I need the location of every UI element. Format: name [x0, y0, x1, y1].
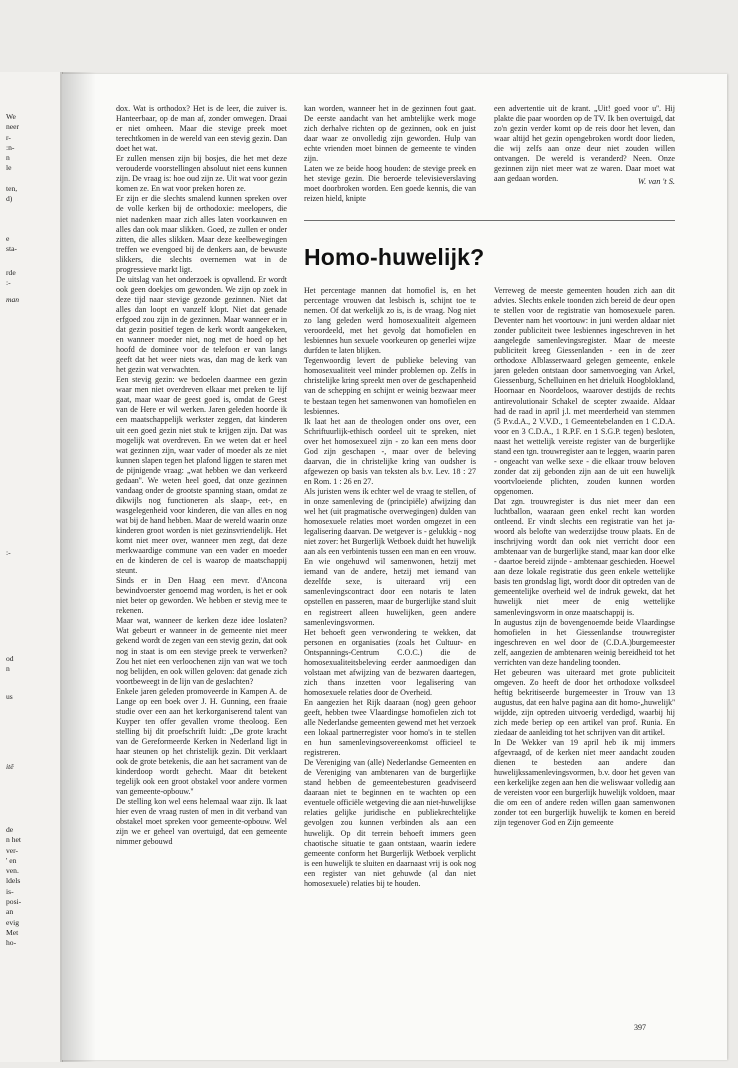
top-article-column-1 — [116, 104, 287, 1022]
paragraph: Er zullen mensen zijn bij bosjes, die het met deze verouderde voorstellingen absoluut niet eens kunnen zijn. De vraag is: hoe oud zijn ze. Uit wat voor gezin komen ze. En wat voor preken horen ze. — [116, 154, 287, 194]
facing-page-fragment: man — [6, 295, 20, 304]
paragraph: Het behoeft geen verwondering te wekken, dat personen en organisaties (zoals het Cultuur- en Ontspannings-Centrum C.O.C.) die de homosexualiteitsbeleving eerder aanmoedigen dan volstaan met afwijzing van de bezwaren daartegen, zich thans inzetten voor legalisering van homosexuele relaties door de Overheid. — [304, 627, 476, 697]
facing-page-edge — [0, 72, 63, 1062]
facing-page-fragment: od n — [6, 654, 14, 674]
facing-page-fragment: :- — [6, 548, 11, 557]
paragraph: dox. Wat is orthodox? Het is de leer, die zuiver is. Hanteerbaar, op de man af, zonder omwegen. Draai er niet omheen. Maar die stevige preek moet terechtkomen in de wereld van een stevig gezin. Dan doet het wat. — [116, 104, 287, 154]
paragraph: In De Wekker van 19 april heb ik mij immers afgevraagd, of de kerken niet meer aandacht zouden dienen te besteden aan andere dan huwelijkssamenlevingsvormen, b.v. door het geven van een kerkelijke zegen aan hen die weliswaar volledig aan de vereisten voor een burgerlijk huwelijk voldoen, maar die om een of andere reden willen gaan samenwonen zonder tot een burgerlijk huwelijk te komen en bereid zijn tegenover God en Zijn gemeente — [494, 738, 675, 828]
paragraph: Ik laat het aan de theologen onder ons over, een Schriftuurlijk-ethisch oordeel uit te spreken, niet over het homosexueel zijn - zo kan een mens door God zijn geschapen -, maar over de beleving daarvan, die in christelijke kring van oudsher is afgewezen op basis van teksten als b.v. Lev. 18 : 27 en Rom. 1 : 26 en 27. — [304, 416, 476, 486]
article-headline: Homo-huwelijk? — [304, 244, 485, 270]
paragraph: Enkele jaren geleden promoveerde in Kampen A. de Lange op een boek over J. H. Gunning, een fraaie studie over een aan het kerkorganiserend talent van Kuyper ten offer gevallen vrome theoloog. Een stelling bij dit proefschrift luidt: „De grote kracht van de Gereformeerde Kerken in Nederland ligt in haar steunen op het christelijk gezin. Dit verklaart ook de grote betekenis, die aan het sacrament van de kinderdoop wordt gehecht. Maar dit betekent tegelijk ook een groot obstakel voor andere vormen van gemeente-opbouw.'' — [116, 686, 287, 797]
binding-shadow — [60, 72, 96, 1062]
facing-page-fragment: rde :- — [6, 268, 16, 288]
top-article-column-2 — [304, 104, 476, 260]
facing-page-fragment: We neer r- :n- n le — [6, 112, 20, 173]
paragraph: In augustus zijn de bovengenoemde beide Vlaardingse homofielen in het Giessenlandse trouwregister ingeschreven en wel door de (C.D.A.)burgemeester zelf, aangezien de ambtenaren weinig bereidheid tot het verrichten van deze handeling toonden. — [494, 617, 675, 667]
section-divider — [304, 220, 675, 221]
paragraph: een advertentie uit de krant. „Uit! goed voor u''. Hij plakte die paar woorden op de TV. Ik ben overtuigd, dat zo'n gezin verder komt op de reis door het leven, dan waar altijd het gezin opengebroken wordt door lieden, die wij zelfs aan onze deur niet zouden willen ontvangen. De wereld is veranderd? Neen. Onze gezinnen zijn niet meer wat ze waren. Daar moet wat aan gedaan worden. — [494, 104, 675, 184]
paragraph: De stelling kon wel eens helemaal waar zijn. Ik laat hier even de vraag rusten of men in dit verband van obstakel moet spreken voor gemeente-opbouw. Wel zijn we er geheel van overtuigd, dat een gemeente nimmer gebouwd — [116, 797, 287, 847]
author-signature: W. van 't S. — [637, 177, 675, 186]
main-article-column-2 — [494, 286, 675, 1026]
paragraph: Dat zgn. trouwregister is dus niet meer dan een luchtballon, waaraan geen enkel recht kan worden ontleend. Er vindt slechts een registratie van het ja-woord als belofte van wederzijdse trouw plaats. En de inschrijving wordt dan ook niet verricht door een ambtenaar van de burgerlijke stand, maar kan door elke - daartoe bereid zijnde - ambtenaar geschieden. Hoewel aan deze lokale registratie dus geen enkele wettelijke basis ten grondslag ligt, wordt door dit optreden van de gemeentelijke overheid wel de indruk gewekt, dat het huwelijk niet meer de enig wettelijke samenlevingsvorm in onze maatschappij is. — [494, 496, 675, 617]
paragraph: Een stevig gezin: we bedoelen daarmee een gezin waar men niet overdreven elkaar met preken te lijf gaat, maar waar de geest goed is, omdat de Geest van de Here er wil werken. Jaren geleden hoorde ik een maatschappelijk werkster zeggen, dat kinderen uit een goed gezin niet stuk te krijgen zijn. Dat was mogelijk wat overdreven. En we weten dat er heel wat gezinnen zijn, waar vader of moeder als ze niet kunnen slapen tegen het plafond liggen te staren met de pijnigende vraag: „wat hebben we dan verkeerd gedaan''. We weten heel goed, dat onze gezinnen vandaag onder de grootste spanning staan, omdat ze dikwijls nog functioneren als slaap-, eet-, en wasgelegenheid voor kinderen, die van alles en nog wat bij de hand hebben. Maar de wereld waarin onze kinderen groot worden is niet gezinsvriendelijk. Het komt niet meer over, wanneer men zegt, dat deze merkwaardige commune van een vader en moeder en de kinderen de cel is waarop de maatschappij steunt. — [116, 375, 287, 576]
paragraph: kan worden, wanneer het in de gezinnen fout gaat. De eerste aandacht van het ambtelijke werk moge zich derhalve richten op de gezinnen, ook en juist daar waar ze onvolledig zijn geworden. Hulp van echte vrienden moet binnen de gemeente te vinden zijn. — [304, 104, 476, 164]
paragraph: Sinds er in Den Haag een mevr. d'Ancona bewindvoerster genoemd mag worden, is het er ook niet beter op geworden. We hebben er stevig mee te rekenen. — [116, 576, 287, 616]
page-number: 397 — [634, 1023, 646, 1032]
paragraph: En aangezien het Rijk daaraan (nog) geen gehoor geeft, hebben twee Vlaardingse homofielen zich tot alle Nederlandse gemeenten gewend met het verzoek een lokaal partnerregister voor homo's in te stellen en hun samenlevingsovereenkomst officieel te registreren. — [304, 697, 476, 758]
paragraph: Verreweg de meeste gemeenten houden zich aan dit advies. Slechts enkele toonden zich bereid de deur open te stellen voor de registratie van homosexuele paren. Deventer nam het voortouw: in juni werden aldaar niet zonder publiciteit twee lesbiennes ingeschreven in het aangelegde samenlevingsregister. Maar de meeste publiciteit kreeg Giessenlanden - een in de zeer orthodoxe Alblasserwaard gelegen gemeente, enkele jaren geleden ontstaan door samenvoeging van Arkel, Giessenburg, Schelluinen en het drieluik Hoogblokland, Hoornaar en Noordeloos, waarover destijds de rechts antirevolutionair Schakel de scepter zwaaide. Aldaar had de raad in april j.l. met meerderheid van stemmen (5 P.v.d.A., 2 V.V.D., 1 Gemeentebelanden en 1 C.D.A. voor en 3 C.D.A., 1 R.P.F. en 1 S.G.P. tegen) besloten, naast het wettelijk vereiste register van de burgerlijke stand een tgn. trouwregister aan te leggen, waarin paren - ongeacht van welke sexe - die elkaar trouw beloven zonder dat zij gebonden zijn aan de uit een huwelijk voortvloeiende plichten, zouden kunnen worden opgenomen. — [494, 286, 675, 496]
paragraph: Laten we ze beide hoog houden: de stevige preek en het stevige gezin. Die beroerde televisieverslaving moet doorbroken worden. Een goede kennis, die van reizen hield, knipte — [304, 164, 476, 204]
paragraph: De Vereniging van (alle) Nederlandse Gemeenten en de Vereniging van ambtenaren van de burgerlijke stand hebben de gemeentebesturen geadviseerd daaraan niet te beginnen en te wachten op een eventuele officiële wetgeving die aan niet-huwelijkse relaties gelijke juridische en publiekrechtelijke gevolgen zou kunnen verbinden als aan een huwelijk. Op dit terrein behoeft immers geen chaotische situatie te gaan ontstaan, waarin iedere gemeente conform het Burgerlijk Wetboek verplicht is een huwelijk te sluiten en daarnaast vrij is ook nog een register van niet gehuwde (al dan niet homosexuele) relaties bij te houden. — [304, 758, 476, 888]
paragraph: Het percentage mannen dat homofiel is, en het percentage vrouwen dat lesbisch is, schijnt toe te nemen. Of dat werkelijk zo is, is de vraag. Nog niet zo lang geleden werd homosexualiteit algemeen veroordeeld, met het gevolg dat homofielen en lesbiennes hun sexuele voorkeuren op generlei wijze durfden te laten blijken. — [304, 286, 476, 356]
main-article-column-1 — [304, 286, 476, 1026]
paragraph: Er zijn er die slechts smalend kunnen spreken over de volle kerken bij de orthodoxie: meelopers, die niet nadenken maar zich alles laten voorkauwen en alles dan ook maar slikken. Goed, ze zullen er onder zitten, die alles slikken. Maar deze keelbewegingen treffen we evengoed bij de denkers aan, de bewuste slikkers, die slechts overnemen wat in de progressieve markt ligt. — [116, 194, 287, 274]
paragraph: Tegenwoordig levert de publieke beleving van homosexualiteit veel minder problemen op. Zelfs in christelijke kring spreekt men over de geschapenheid van de schepping en schijnt er weinig bezwaar meer te bestaan tegen het samenwonen van homofielen en lesbiennes. — [304, 356, 476, 416]
paragraph: Het gebeuren was uiteraard met grote publiciteit omgeven. Zo heeft de door het orthodoxe volksdeel heftig bekritiseerde burgemeester in Trouw van 13 augustus, dat een halve pagina aan dit homo-„huwelijk'' wijdde, zijn optreden uitvoerig verdedigd, waarbij hij zich mede beriep op een artikel van prof. Runia. En ziedaar de aanleiding tot het schrijven van dit artikel. — [494, 667, 675, 738]
magazine-page — [62, 74, 727, 1060]
facing-page-fragment: e sta- — [6, 234, 17, 254]
facing-page-fragment: us — [6, 692, 13, 701]
facing-page-fragment: itê — [6, 762, 14, 771]
paragraph: Maar wat, wanneer de kerken deze idee loslaten? Wat gebeurt er wanneer in de gemeente niet meer gekend wordt de zegen van een stevig gezin, dat ook nog in staat is om een stevige preek te verwerken? Zou het niet een verloochenen zijn van wat we toch nog belijden, en ook willen geloven: dat genade zich voortbeweegt in de lijn van de geslachten? — [116, 616, 287, 686]
facing-page-fragment: ten, d) — [6, 184, 18, 204]
paragraph: De uitslag van het onderzoek is opvallend. Er wordt ook geen doekjes om gewonden. We zijn op zoek in deze tijd naar stevige gezonde gezinnen. Niet dat alles dan loopt en vanzelf klopt. Niet dat genade erfgoed zou zijn in de gezinnen. Maar wanneer er in dat gezin positief tegen de kerk wordt aangekeken, en wanneer moeder niet, nog met de hoed op het hoofd de dominee voor de telefoon er van langs geeft dat het weer niets was, dan mag de kerk van het gezin wat verwachten. — [116, 274, 287, 375]
facing-page-fragment: de n het ver- ' en ven. ldels is- posi- an evig Met ho- — [6, 825, 22, 948]
paragraph: Als juristen wens ik echter wel de vraag te stellen, of in onze samenleving de (principiële) afwijzing dan wel het (uit pragmatische overwegingen) dulden van homosexuele relaties moet worden omgezet in een legalisering daarvan. De wetgever is - gelukkig - nog niet zover: het Burgerlijk Wetboek duidt het huwelijk aan als een verbintenis tussen een man en een vrouw. En wie ongehuwd wil samenwonen, hetzij met iemand van de andere, hetzij met iemand van dezelfde sexe, is uiteraard vrij een samenlevingscontract door een notaris te laten opstellen en passeren, maar de burgerlijke stand sluit en registreert alleen huwelijken, geen andere samenlevingsvormen. — [304, 486, 476, 627]
